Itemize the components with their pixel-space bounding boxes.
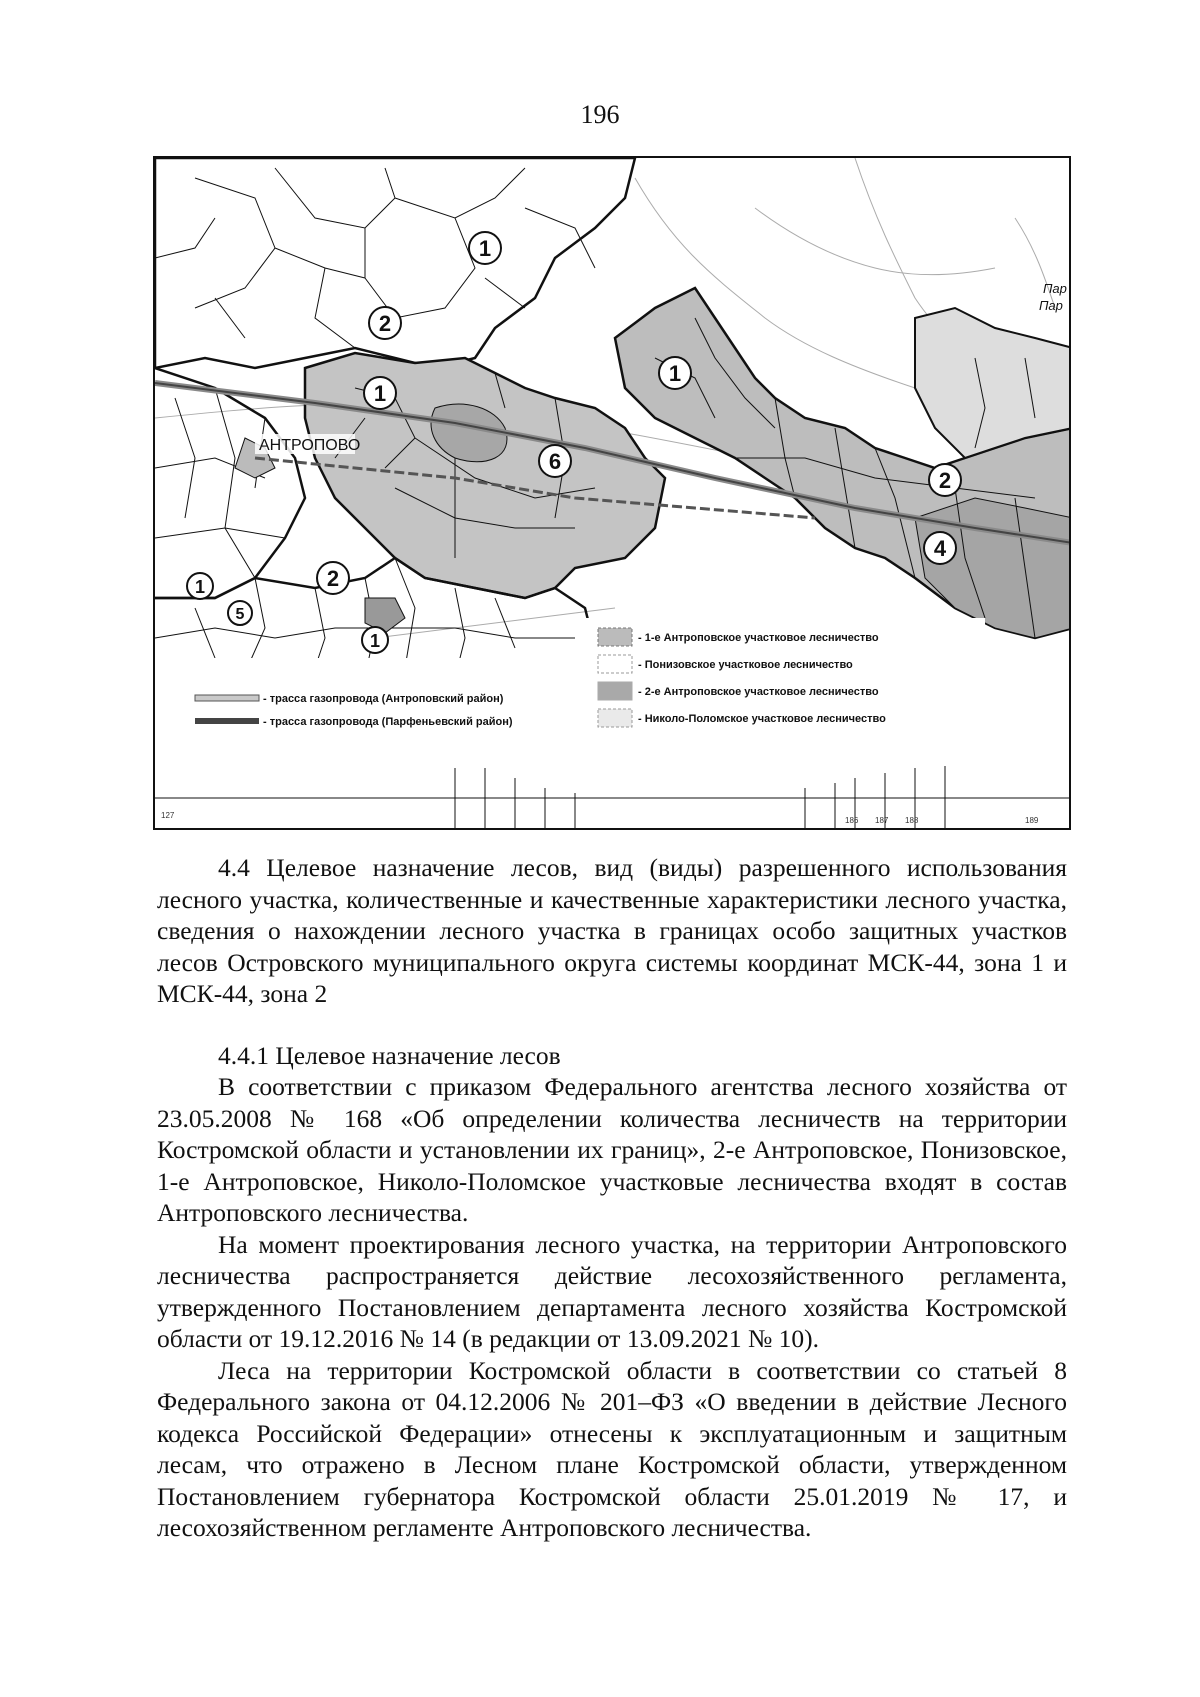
svg-text:188: 188 [905, 816, 919, 825]
district-badge [469, 232, 501, 264]
legend-forestries [585, 618, 985, 766]
section-4-4-1-heading: 4.4.1 Целевое назначение лесов [218, 1040, 561, 1070]
svg-text:5: 5 [235, 606, 245, 623]
svg-text:1: 1 [478, 236, 492, 261]
legend-forestry-3: - 2-е Антроповское участковое лесничество [638, 686, 879, 698]
page-number: 196 [580, 100, 620, 129]
svg-text:2: 2 [938, 468, 952, 493]
svg-text:127: 127 [161, 811, 175, 820]
east-gray-district [615, 288, 1071, 638]
svg-text:187: 187 [875, 816, 889, 825]
paragraph-2: На момент проектирования лесного участка, на территории Антроповского лесничества распространяется действие лесохозяйственного регламента, утвержденного Постановлением департамента лесного хозяйства Костромской области от 19.12.2016 № 14 (в редакции от 13.09.2021 № 10). [157, 1229, 1067, 1353]
legend-gas-routes [155, 658, 595, 768]
svg-text:1: 1 [373, 381, 387, 406]
district-badge [187, 573, 213, 599]
section-4-4-heading: 4.4 Целевое назначение лесов, вид (виды) разрешенного использования лесного участка, количественные и качественные характеристики лесного участка, сведения о нахождении лесного участка в границах особо защитных участков лесов Островского муниципального округа системы координат МСК-44, зона 1 и МСК-44, зона 2 [157, 853, 1067, 1008]
district-badge [317, 562, 349, 594]
place-label: Пар [1043, 281, 1067, 296]
svg-text:1: 1 [369, 631, 381, 651]
district-badge [539, 445, 571, 477]
legend-forestry-4: - Николо-Поломское участковое лесничество [638, 713, 886, 725]
district-badge [364, 377, 396, 409]
forestry-map [153, 156, 1071, 830]
svg-text:1: 1 [668, 361, 682, 386]
paragraph-1: В соответствии с приказом Федерального агентства лесного хозяйства от 23.05.2008 № 168 «Об определении количества лесничеств на территории Костромской области и установлении их границ», 2-е Антроповское, Понизовское, 1-е Антроповское, Николо-Поломское участковые лесничества входят в состав Антроповского лесничества. [157, 1072, 1067, 1227]
svg-text:186: 186 [845, 816, 859, 825]
west-parcels [155, 368, 305, 598]
district-badge [369, 307, 401, 339]
svg-text:4: 4 [933, 536, 947, 561]
district-badge [924, 532, 956, 564]
bottom-parcel-strip [155, 758, 1071, 830]
district-badge [929, 464, 961, 496]
legend-forestry-2: - Понизовское участковое лесничество [638, 659, 853, 671]
district-badge [228, 601, 252, 625]
district-badge [362, 627, 388, 653]
svg-text:189: 189 [1025, 816, 1039, 825]
svg-text:2: 2 [378, 311, 392, 336]
svg-text:2: 2 [326, 566, 340, 591]
svg-text:6: 6 [548, 449, 562, 474]
place-antropovo: АНТРОПОВО [259, 437, 361, 454]
svg-text:1: 1 [194, 577, 206, 597]
document-body [157, 852, 1067, 1544]
place-label: Пар [1039, 298, 1063, 313]
antropovo-district [305, 353, 665, 598]
legend-forestry-1: - 1-е Антроповское участковое лесничество [638, 632, 879, 644]
legend-route-parfenyevo: - трасса газопровода (Парфеньевский район) [263, 716, 513, 728]
legend-route-antropovo: - трасса газопровода (Антроповский район) [263, 693, 504, 705]
district-badge [659, 357, 691, 389]
paragraph-3: Леса на территории Костромской области в соответствии со статьей 8 Федерального закона от 04.12.2006 № 201–ФЗ «О введении в действие Лесного кодекса Российской Федерации» отнесены к эксплуатационным и защитным лесам, что отражено в Лесном плане Костромской области, утвержденном Постановлением губернатора Костромской области 25.01.2019 № 17, и лесохозяйственном регламенте Антроповского лесничества. [157, 1355, 1067, 1542]
